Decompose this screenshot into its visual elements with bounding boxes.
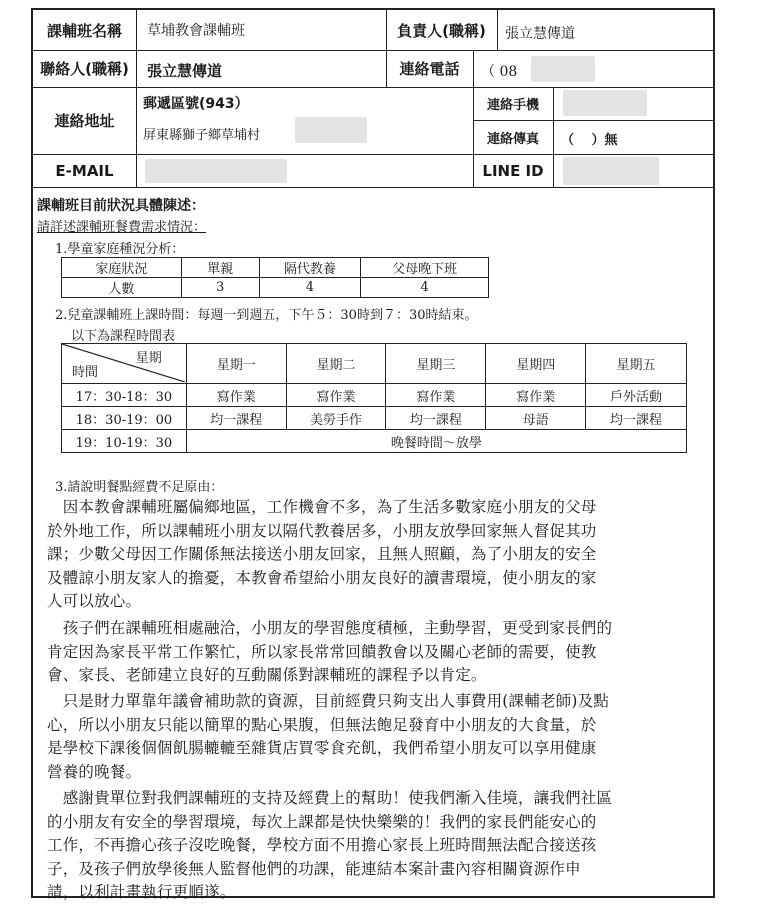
day-header: 星期五 <box>586 344 687 384</box>
address-label: 連絡地址 <box>54 112 115 130</box>
item-3-title: 3.請說明餐點經費不足原由： <box>55 480 224 495</box>
class-name-label: 課輔班名稱 <box>46 21 122 40</box>
schedule-cell: 母語 <box>486 407 586 430</box>
dinner-dismissal-cell: 晚餐時間～放學 <box>186 430 686 453</box>
contact-label: 聯絡人(職稱) <box>40 60 129 78</box>
schedule-cell: 均一課程 <box>386 407 486 430</box>
email-label: E-MAIL <box>55 161 114 180</box>
paragraph-3: 只是財力單靠年議會補助款的資源，目前經費只夠支出人事費用(課輔老師)及點 心，所以小朋友只能以簡單的點心果腹，但無法飽足發育中小朋友的大食量，於 是學校下課後個個飢腸轆轆至雜貨店買零食充飢，我們希望小朋友可以享用健康 營養的晚餐。 <box>47 692 609 781</box>
intro-line: 請詳述課輔班餐費需求情況： <box>37 220 207 235</box>
family-analysis-table <box>61 257 489 298</box>
schedule-cell: 寫作業 <box>186 384 286 407</box>
redacted-phone <box>531 56 595 82</box>
schedule-cell: 寫作業 <box>286 384 386 407</box>
paragraph-4: 感謝貴單位對我們課輔班的支持及經費上的幫助！使我們漸入佳境，讓我們社區 的小朋友有安全的學習環境，每次上課都是快快樂樂的！我們的家長們能安心的 工作，不再擔心孩子沒吃晚餐，學校方面不用擔心家長上班時間無法配合接送孩 子，及孩子們放學後無人監督他們的功課，能連結本案計畫內容相關資源作申 請，以利計畫執行更順遂。 <box>47 789 613 902</box>
family-count-cell: 4 <box>259 278 361 298</box>
fax-label: 連絡傳真 <box>486 131 539 147</box>
family-count-cell: 3 <box>181 278 259 298</box>
corner-time-label: 時間 <box>72 365 99 380</box>
redacted-mobile <box>563 90 647 116</box>
time-slot: 17：30-18：30 <box>62 384 187 407</box>
col-divider <box>136 10 137 187</box>
phone-label: 連絡電話 <box>399 60 460 78</box>
redacted-email <box>145 159 287 183</box>
schedule-cell: 美勞手作 <box>286 407 386 430</box>
redacted-address <box>295 117 367 143</box>
section-title: 課輔班目前狀況具體陳述： <box>37 198 205 214</box>
line-id-label: LINE ID <box>482 161 544 180</box>
item-1-title: 1.學童家庭種況分析： <box>55 242 185 257</box>
address-value: 屏東縣獅子鄉草埔村 <box>143 128 261 143</box>
item-2-title: 2.兒童課輔班上課時間：每週一到週五，下午５：30時到７：30時結束。 <box>55 308 478 323</box>
col-divider <box>473 50 474 87</box>
row-divider <box>33 187 713 188</box>
family-header-cell: 單親 <box>181 258 259 278</box>
col-divider <box>553 87 554 187</box>
day-header: 星期三 <box>386 344 486 384</box>
time-slot: 19：10-19：30 <box>62 430 187 453</box>
application-form <box>31 8 715 902</box>
schedule-cell: 均一課程 <box>186 407 286 430</box>
paragraph-2: 孩子們在課輔班相處融洽，小朋友的學習態度積極，主動學習，更受到家長們的 肯定因為家長平常工作繁忙，所以家長常常回饋教會以及關心老師的需要，使教 會、家長、老師建立良好的互動關係對課輔班的課程予以肯定。 <box>47 619 613 685</box>
day-header: 星期四 <box>486 344 586 384</box>
time-slot: 18：30-19：00 <box>62 407 187 430</box>
schedule-intro: 以下為課程時間表 <box>71 329 176 344</box>
postal-code: 郵遞區號(943） <box>143 96 249 112</box>
person-in-charge-label: 負責人(職稱) <box>397 21 486 40</box>
schedule-cell: 寫作業 <box>486 384 586 407</box>
col-divider <box>497 10 498 50</box>
family-row-label: 人數 <box>62 278 182 298</box>
family-header-cell: 父母晚下班 <box>361 258 489 278</box>
phone-value: （ 08 <box>481 64 518 80</box>
schedule-corner-cell <box>62 344 187 384</box>
redacted-line-id <box>563 157 659 185</box>
class-name-value: 草埔教會課輔班 <box>147 23 245 39</box>
schedule-cell: 戶外活動 <box>586 384 687 407</box>
paragraph-1: 因本教會課輔班屬偏鄉地區，工作機會不多，為了生活多數家庭小朋友的父母 於外地工作，所以課輔班小朋友以隔代教養居多，小朋友放學回家無人督促其功 課；少數父母因工作關係無法接送小朋友回家，且無人照顧，為了小朋友的安全 及體諒小朋友家人的擔憂，本教會希望給小朋友良好的讀書環境，使小朋友的家 人可以放心。 <box>47 498 597 611</box>
schedule-cell: 寫作業 <box>386 384 486 407</box>
class-schedule-table <box>61 343 687 453</box>
person-in-charge-value: 張立慧傳道 <box>505 26 575 42</box>
family-header-cell: 家庭狀況 <box>62 258 182 278</box>
family-header-cell: 隔代教養 <box>259 258 361 278</box>
corner-day-label: 星期 <box>135 351 162 366</box>
family-count-cell: 4 <box>361 278 489 298</box>
day-header: 星期二 <box>286 344 386 384</box>
fax-value: （ ）無 <box>561 133 618 148</box>
schedule-cell: 均一課程 <box>586 407 687 430</box>
contact-value: 張立慧傳道 <box>147 62 223 80</box>
mobile-label: 連絡手機 <box>486 98 539 113</box>
day-header: 星期一 <box>186 344 286 384</box>
